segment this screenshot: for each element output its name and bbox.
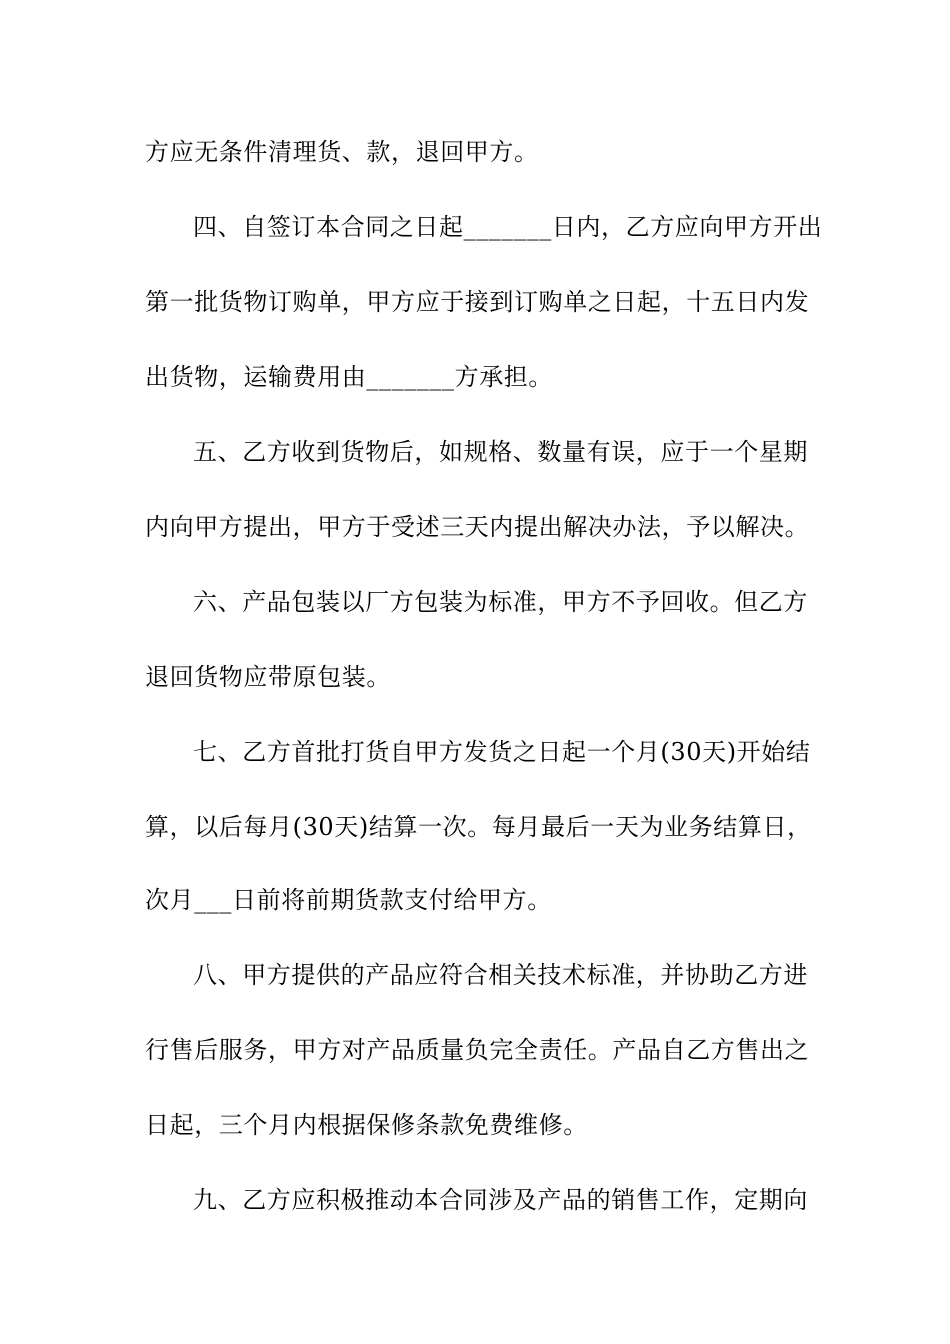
text-line: 第一批货物订购单，甲方应于接到订购单之日起，十五日内发 bbox=[145, 288, 810, 316]
text-line: 行售后服务，甲方对产品质量负完全责任。产品自乙方售出之 bbox=[145, 1036, 810, 1064]
paragraph-six-line: 六、产品包装以厂方包装为标准，甲方不予回收。但乙方 bbox=[193, 588, 808, 616]
text-line: 出货物，运输费用由_______方承担。 bbox=[145, 363, 553, 391]
text-line: 次月___日前将前期货款支付给甲方。 bbox=[145, 886, 552, 914]
text-line: 退回货物应带原包装。 bbox=[145, 663, 391, 691]
text-line: 日起，三个月内根据保修条款免费维修。 bbox=[145, 1111, 588, 1139]
paragraph-seven-line: 七、乙方首批打货自甲方发货之日起一个月(30天)开始结 bbox=[193, 738, 811, 766]
text-line: 方应无条件清理货、款，退回甲方。 bbox=[145, 138, 539, 166]
paragraph-nine-line: 九、乙方应积极推动本合同涉及产品的销售工作，定期向 bbox=[193, 1186, 808, 1214]
paragraph-five-line: 五、乙方收到货物后，如规格、数量有误，应于一个星期 bbox=[193, 438, 808, 466]
text-line: 算，以后每月(30天)结算一次。每月最后一天为业务结算日， bbox=[145, 813, 812, 841]
paragraph-four-line: 四、自签订本合同之日起_______日内，乙方应向甲方开出 bbox=[193, 213, 823, 241]
paragraph-eight-line: 八、甲方提供的产品应符合相关技术标准，并协助乙方进 bbox=[193, 961, 808, 989]
text-line: 内向甲方提出，甲方于受述三天内提出解决办法，予以解决。 bbox=[145, 513, 810, 541]
